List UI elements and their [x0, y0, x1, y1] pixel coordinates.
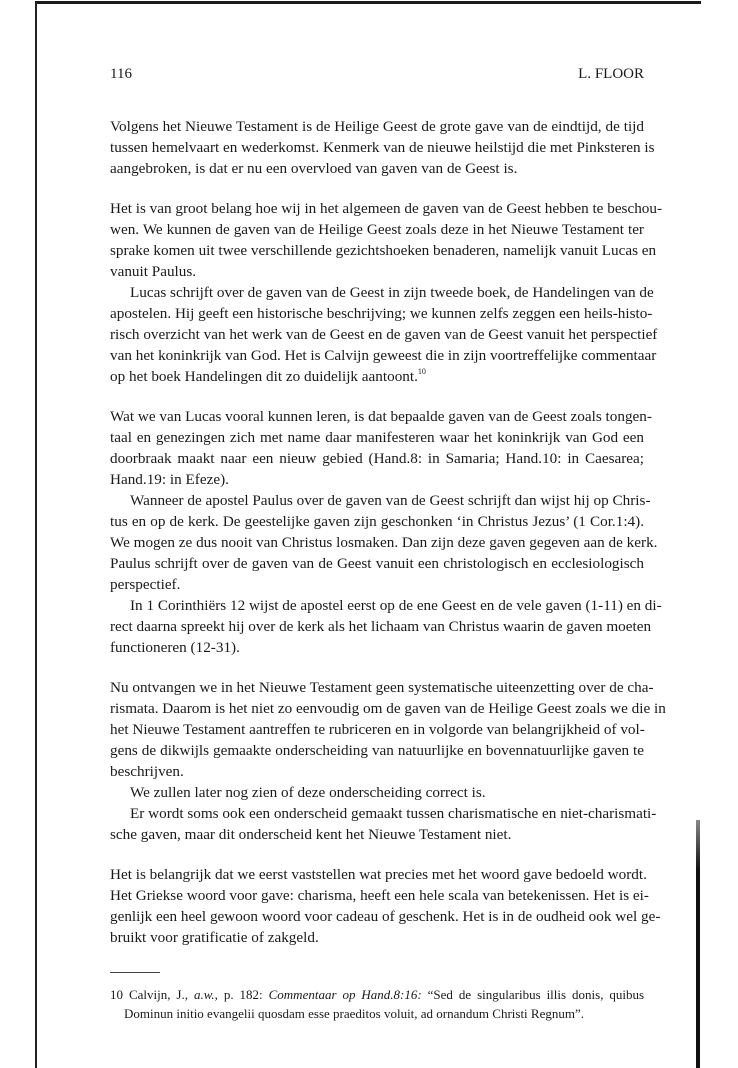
- line-text: apostelen. Hij geeft een historische beschrijving; we kunnen zelfs zeggen een heils-histo-: [110, 305, 653, 322]
- line-text: Wat we van Lucas vooral kunnen leren, is dat bepaalde gaven van de Geest zoals tongen-: [110, 408, 652, 425]
- text-line: [110, 698, 666, 719]
- page-edge-top: [35, 1, 701, 4]
- text-line: [110, 824, 644, 845]
- line-text: perspectief.: [110, 576, 181, 593]
- line-text: Het is van groot belang hoe wij in het algemeen de gaven van de Geest hebben te beschou-: [110, 200, 663, 217]
- line-text: wen. We kunnen de gaven van de Heilige Geest zoals deze in het Nieuwe Testament ter: [110, 221, 644, 238]
- text-line: [110, 761, 644, 782]
- page-edge-left: [35, 2, 37, 1068]
- text-line: [110, 116, 644, 137]
- line-text: functioneren (12-31).: [110, 639, 240, 656]
- text-line: [110, 406, 652, 427]
- text-line: [110, 740, 644, 761]
- footnote-aw: a.w.,: [193, 987, 218, 1002]
- text-line: [110, 490, 651, 511]
- line-text: sche gaven, maar dit onderscheid kent het Nieuwe Testament niet.: [110, 826, 512, 843]
- text-line: [110, 366, 644, 387]
- text-line: [110, 345, 657, 366]
- footnote: [110, 985, 644, 1023]
- line-text: genlijk een heel gewoon woord voor cadeau of geschenk. Het is in de oudheid ook wel ge-: [110, 908, 661, 925]
- line-text: Lucas schrijft over de gaven van de Geest in zijn tweede boek, de Handelingen van de: [130, 284, 654, 301]
- footnote-work: Commentaar op Hand.8:16:: [268, 987, 422, 1002]
- line-text: Nu ontvangen we in het Nieuwe Testament geen systematische uiteenzetting over de cha-: [110, 679, 654, 696]
- line-text: het Nieuwe Testament aantreffen te rubriceren en in volgorde van belangrijkheid of vol-: [110, 721, 645, 738]
- page-number: 116: [110, 66, 132, 82]
- line-text: We mogen ze dus nooit van Christus losmaken. Dan zijn deze gaven gegeven aan de kerk.: [110, 534, 658, 551]
- footnote-quote: “Sed de singularibus illis donis, quibus: [427, 987, 645, 1002]
- text-line: [110, 927, 644, 948]
- line-text: We zullen later nog zien of deze onderscheiding correct is.: [130, 784, 486, 801]
- text-line: [110, 532, 658, 553]
- line-text: Wanneer de apostel Paulus over de gaven van de Geest schrijft dan wijst hij op Chris-: [130, 492, 651, 509]
- text-line: [110, 324, 658, 345]
- footnote-line-2: Dominun initio evangelii quosdam esse praeditos voluit, ad ornandum Christi Regnum”.: [124, 1006, 584, 1021]
- text-line: [110, 261, 644, 282]
- line-text: rismata. Daarom is het niet zo eenvoudig om de gaven van de Heilige Geest zoals we die in: [110, 700, 666, 717]
- line-text: aangebroken, is dat er nu een overvloed van gaven van de Geest is.: [110, 160, 518, 177]
- text-line: [110, 469, 644, 490]
- text-line: [110, 637, 644, 658]
- line-text: Het is belangrijk dat we eerst vaststellen wat precies met het woord gave bedoeld wordt.: [110, 866, 647, 883]
- text-line: [110, 448, 644, 469]
- footnote-page: p. 182:: [223, 987, 263, 1002]
- line-text: tus en op de kerk. De geestelijke gaven zijn geschonken ‘in Christus Jezus’ (1 Cor.1:4).: [110, 513, 644, 530]
- line-text: beschrijven.: [110, 763, 184, 780]
- text-line: [110, 574, 644, 595]
- line-text: Er wordt soms ook een onderscheid gemaakt tussen charismatische en niet-charismati-: [130, 805, 657, 822]
- text-line: [110, 616, 652, 637]
- line-text: In 1 Corinthiërs 12 wijst de apostel eerst op de ene Geest en de vele gaven (1-11) en di-: [130, 597, 662, 614]
- text-line: [110, 158, 644, 179]
- body-text: [110, 116, 666, 948]
- text-line: [110, 240, 657, 261]
- paragraph-gap: [110, 845, 644, 864]
- line-text: taal en genezingen zich met name daar manifesteren waar het koninkrijk van God een: [110, 429, 644, 446]
- text-line: [110, 885, 649, 906]
- footnote-author: Calvijn, J.,: [128, 987, 188, 1002]
- line-text: Het Griekse woord voor gave: charisma, heeft een hele scala van betekenissen. Het is ei-: [110, 887, 649, 904]
- text-line: [110, 282, 654, 303]
- line-text: tussen hemelvaart en wederkomst. Kenmerk van de nieuwe heilstijd die met Pinksteren is: [110, 139, 655, 156]
- text-line: [110, 906, 661, 927]
- text-line: [110, 719, 644, 740]
- text-line: [110, 137, 655, 158]
- footnote-line-1: [110, 985, 644, 1004]
- line-text: risch overzicht van het werk van de Geest en de gaven van de Geest vanuit het perspectief: [110, 326, 658, 343]
- text-line: [110, 595, 662, 616]
- line-text: Volgens het Nieuwe Testament is de Heilige Geest de grote gave van de eindtijd, de tijd: [110, 118, 644, 135]
- line-text: gens de dikwijls gemaakte onderscheiding van natuurlijke en bovennatuurlijke gaven te: [110, 742, 644, 759]
- text-line: [110, 427, 644, 448]
- paragraph-gap: [110, 658, 644, 677]
- line-text: bruikt voor gratificatie of zakgeld.: [110, 929, 319, 946]
- running-header: [110, 66, 644, 83]
- running-author: L. FLOOR: [578, 66, 644, 82]
- line-text: Paulus schrijft over de gaven van de Geest vanuit een christologisch en ecclesiologisch: [110, 555, 644, 572]
- line-text: van het koninkrijk van God. Het is Calvijn geweest die in zijn voortreffelijke commentaar: [110, 347, 657, 364]
- text-line: [110, 303, 653, 324]
- paragraph-gap: [110, 387, 644, 406]
- page-edge-right: [696, 820, 700, 1068]
- line-text: vanuit Paulus.: [110, 263, 197, 280]
- line-text: Hand.19: in Efeze).: [110, 471, 229, 488]
- text-line: [110, 864, 647, 885]
- text-line: [110, 198, 663, 219]
- text-line: [110, 782, 644, 803]
- line-text: rect daarna spreekt hij over de kerk als het lichaam van Christus waarin de gaven moeten: [110, 618, 652, 635]
- footnote-number: 10: [110, 987, 123, 1002]
- text-line: [110, 677, 654, 698]
- footnote-rule: [110, 972, 160, 973]
- line-text: doorbraak maakt naar een nieuw gebied (Hand.8: in Samaria; Hand.10: in Caesarea;: [110, 450, 644, 467]
- line-text: op het boek Handelingen dit zo duidelijk aantoont.: [110, 368, 418, 385]
- text-line: [110, 511, 644, 532]
- text-line: [110, 803, 657, 824]
- text-line: [110, 553, 644, 574]
- line-text: sprake komen uit twee verschillende gezichtshoeken benaderen, namelijk vanuit Lucas en: [110, 242, 657, 259]
- text-line: [110, 219, 644, 240]
- footnote-reference: 10: [417, 367, 426, 376]
- paragraph-gap: [110, 179, 644, 198]
